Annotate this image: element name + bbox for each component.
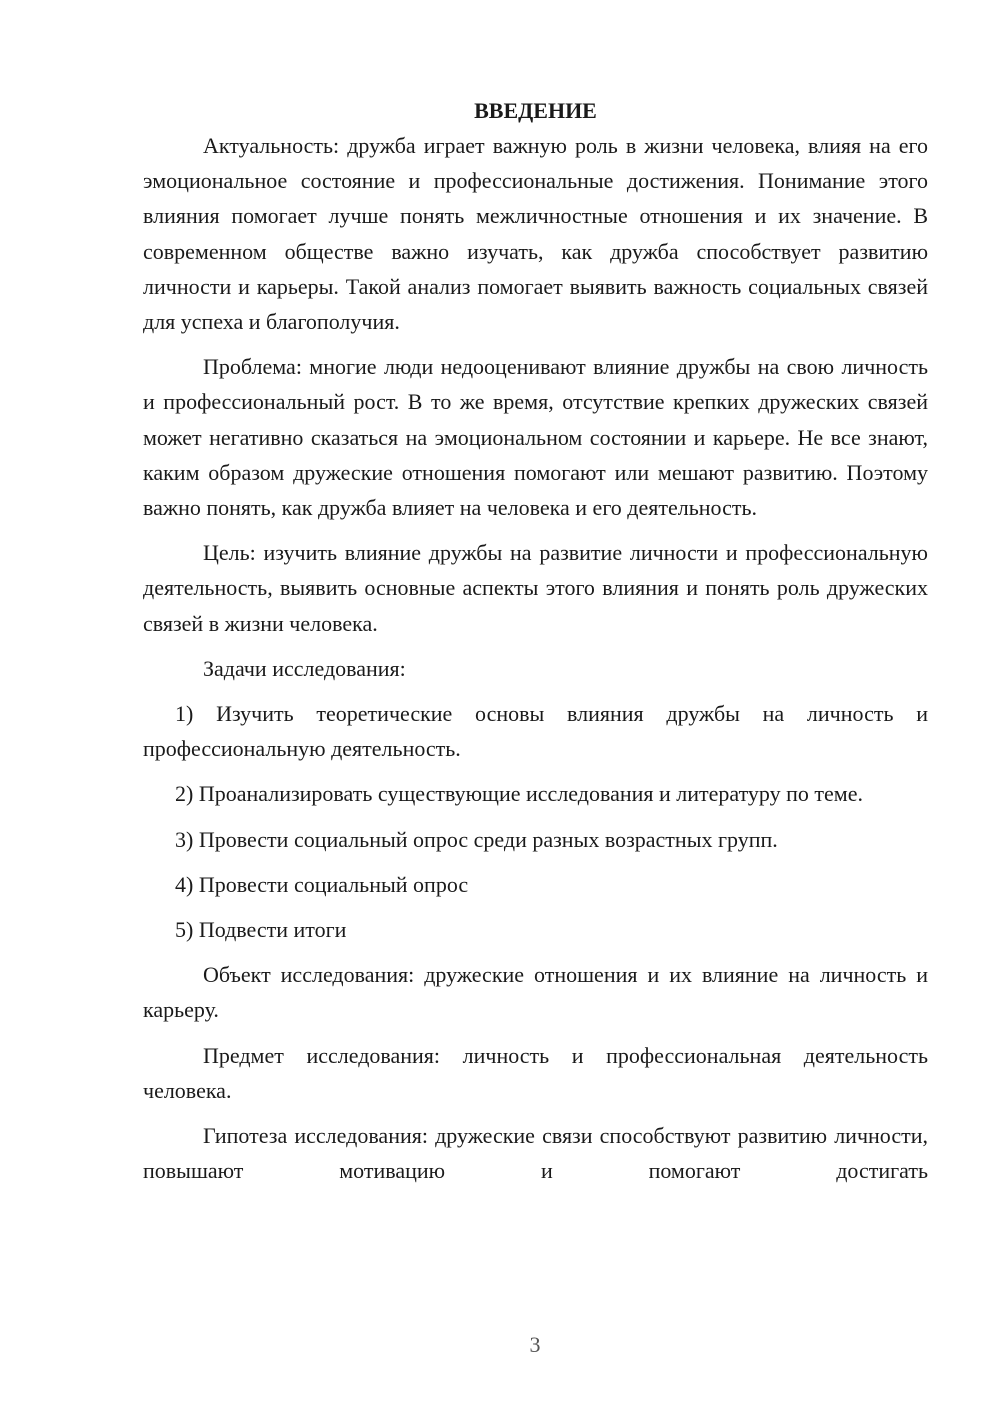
subject-paragraph: Предмет исследования: личность и профессиональная деятельность человека. (143, 1042, 928, 1103)
page-number: 3 (529, 1332, 541, 1357)
task-item-3: 3) Провести социальный опрос среди разных возрастных групп. (175, 826, 778, 852)
page-title: ВВЕДЕНИЕ (474, 98, 597, 123)
problem-paragraph: Проблема: многие люди недооценивают влияние дружбы на свою личность и профессиональный рост. В то же время, отсутствие крепких дружеских связей может негативно сказаться на эмоциональном состоянии и карьере. Не все знают, каким образом дружеские отношения помогают или мешают развитию. Поэтому важно понять, как дружба влияет на человека и его деятельность. (143, 354, 928, 521)
hypothesis-paragraph: Гипотеза исследования: дружеские связи способствуют развитию личности, повышают мотивацию и помогают достигать (143, 1123, 928, 1184)
goal-paragraph: Цель: изучить влияние дружбы на развитие личности и профессиональную деятельность, выявить основные аспекты этого влияния и понять роль дружеских связей в жизни человека. (143, 540, 928, 636)
task-item-5: 5) Подвести итоги (175, 917, 347, 943)
object-paragraph: Объект исследования: дружеские отношения и их влияние на личность и карьеру. (143, 962, 928, 1023)
tasks-heading: Задачи исследования: (203, 655, 406, 681)
relevance-paragraph: Актуальность: дружба играет важную роль в жизни человека, влияя на его эмоциональное состояние и профессиональные достижения. Понимание этого влияния помогает лучше понять межличностные отношения и их значение. В современном обществе важно изучать, как дружба способствует развитию личности и карьеры. Такой анализ помогает выявить важность социальных связей для успеха и благополучия. (143, 133, 928, 335)
task-item-4: 4) Провести социальный опрос (175, 871, 469, 897)
task-item-1: 1) Изучить теоретические основы влияния дружбы на личность и профессиональную деятельность. (143, 701, 928, 762)
document-page (143, 93, 928, 1198)
task-item-2: 2) Проанализировать существующие исследования и литературу по теме. (175, 781, 863, 807)
